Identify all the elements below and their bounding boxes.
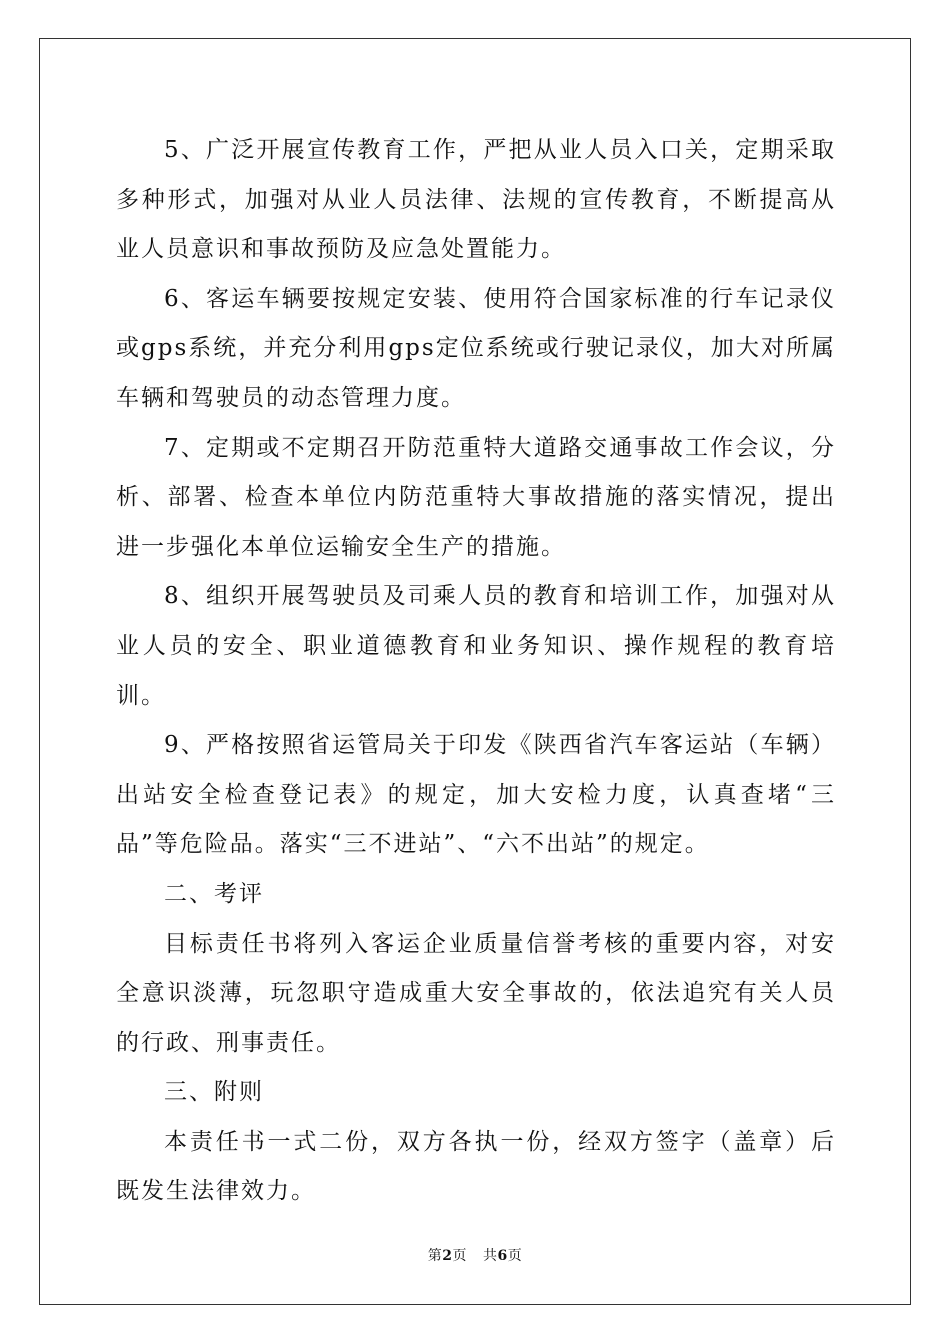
paragraph-item-6: 6、客运车辆要按规定安装、使用符合国家标准的行车记录仪或gps系统，并充分利用gps定位系统或行驶记录仪，加大对所属车辆和驾驶员的动态管理力度。 <box>116 285 836 411</box>
section-heading-evaluation: 二、考评 <box>164 880 264 907</box>
page-total-number: 6 <box>497 1248 508 1264</box>
paragraph-item-5: 5、广泛开展宣传教育工作，严把从业人员入口关，定期采取多种形式，加强对从业人员法律、法规的宣传教育，不断提高从业人员意识和事故预防及应急处置能力。 <box>116 137 836 263</box>
page-prefix: 第 <box>427 1248 443 1264</box>
section-heading-supplementary: 三、附则 <box>164 1079 264 1106</box>
total-suffix: 页 <box>507 1248 523 1264</box>
paragraph-item-9: 9、严格按照省运管局关于印发《陕西省汽车客运站（车辆）出站安全检查登记表》的规定，加大安检力度，认真查堵“三品”等危险品。落实“三不进站”、“六不出站”的规定。 <box>116 732 836 858</box>
paragraph-evaluation: 目标责任书将列入客运企业质量信誉考核的重要内容，对安全意识淡薄，玩忽职守造成重大安全事故的，依法追究有关人员的行政、刑事责任。 <box>116 930 836 1056</box>
paragraph-supplementary: 本责任书一式二份，双方各执一份，经双方签字（盖章）后既发生法律效力。 <box>116 1128 836 1205</box>
page-footer <box>0 1245 950 1265</box>
paragraph-item-8: 8、组织开展驾驶员及司乘人员的教育和培训工作，加强对从业人员的安全、职业道德教育和业务知识、操作规程的教育培训。 <box>116 583 836 709</box>
total-prefix: 共 <box>483 1248 498 1264</box>
page-current-number: 2 <box>442 1248 453 1264</box>
page-suffix: 页 <box>452 1248 467 1264</box>
document-body <box>116 126 836 1217</box>
paragraph-item-7: 7、定期或不定期召开防范重特大道路交通事故工作会议，分析、部署、检查本单位内防范重特大事故措施的落实情况，提出进一步强化本单位运输安全生产的措施。 <box>116 434 836 560</box>
